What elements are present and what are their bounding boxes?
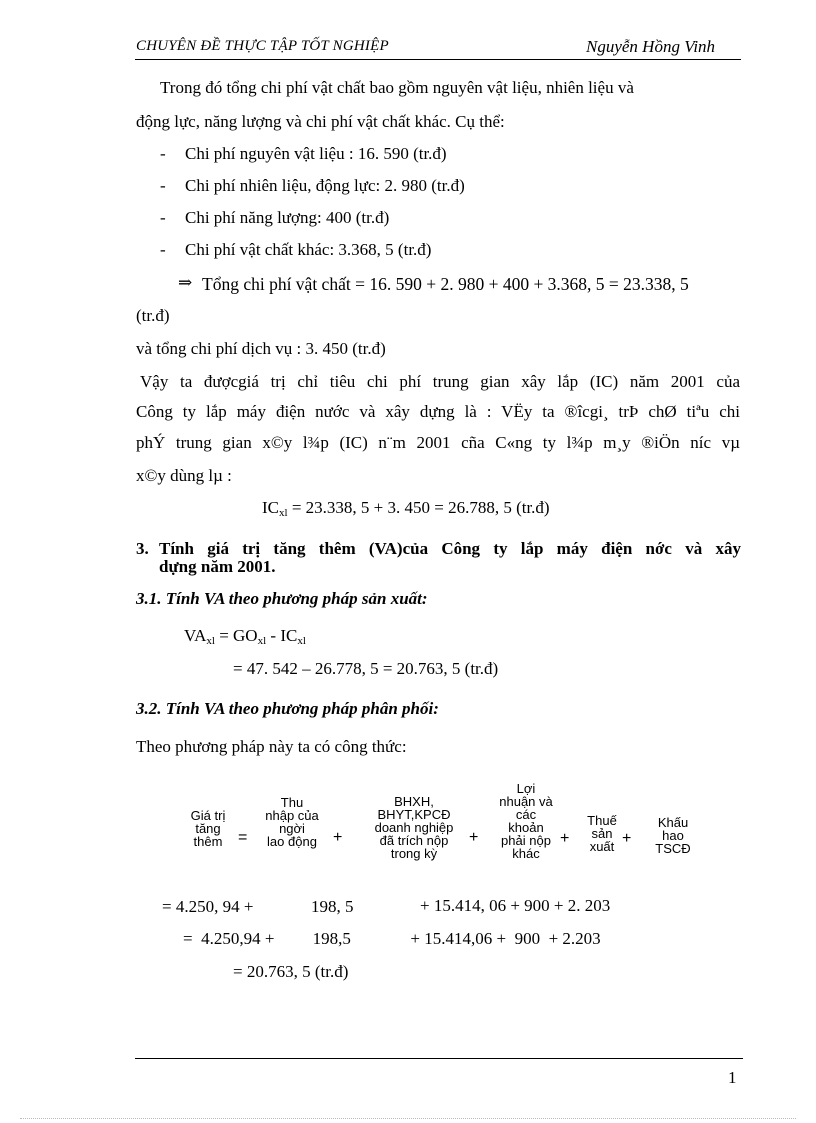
- list-dash: -: [160, 144, 166, 163]
- list-dash: -: [160, 240, 166, 259]
- ic-formula-rhs: = 23.338, 5 + 3. 450 = 26.788, 5 (tr.đ): [287, 498, 550, 517]
- list-item: Chi phí nhiên liệu, động lực: 2. 980 (tr.đ): [185, 176, 465, 195]
- formula-text: Thuế: [587, 813, 617, 828]
- formula-text: nhập của: [265, 808, 319, 823]
- formula-text: doanh nghiệp: [374, 820, 454, 835]
- go-symbol: GO: [233, 626, 258, 645]
- formula-text: thêm: [193, 834, 223, 849]
- service-cost-line: và tổng chi phí dịch vụ : 3. 450 (tr.đ): [136, 339, 386, 358]
- formula-text: xuất: [589, 839, 615, 854]
- formula-text: trong kỳ: [390, 846, 438, 861]
- go-subscript: xl: [257, 635, 267, 647]
- page-number: 1: [728, 1068, 737, 1087]
- va-equals: =: [214, 626, 234, 645]
- ic-symbol-2: IC: [280, 626, 298, 645]
- intro-line-2: động lực, năng lượng và chi phí vật chất khác. Cụ thể:: [136, 112, 505, 131]
- ic-subscript: xl: [279, 507, 288, 519]
- formula-text: Giá trị: [190, 808, 226, 823]
- formula-text: BHYT,KPCĐ: [377, 807, 451, 822]
- total-material-line: Tổng chi phí vật chất = 16. 590 + 2. 980 + 400 + 3.368, 5 = 23.338, 5: [202, 274, 689, 294]
- va-result: = 47. 542 – 26.778, 5 = 20.763, 5 (tr.đ): [233, 659, 499, 678]
- formula-plus: +: [560, 830, 570, 847]
- list-dash: -: [160, 176, 166, 195]
- formula-text: nhuận và: [499, 794, 553, 809]
- list-item: Chi phí nguyên vật liệu : 16. 590 (tr.đ): [185, 144, 447, 163]
- list-item: Chi phí năng lượng: 400 (tr.đ): [185, 208, 390, 227]
- calc-line-3: = 20.763, 5 (tr.đ): [233, 962, 349, 981]
- page-edge: [20, 1118, 796, 1119]
- formula-plus: +: [622, 830, 632, 847]
- formula-text: BHXH,: [394, 794, 434, 809]
- list-dash: -: [160, 208, 166, 227]
- ic-symbol: IC: [262, 498, 279, 517]
- formula-equals: =: [238, 829, 248, 846]
- ic-paragraph-line-4: x©y dùng lµ :: [136, 466, 232, 485]
- section-3-1-title: 3.1. Tính VA theo phương pháp sản xuất:: [136, 589, 428, 608]
- formula-text: Khấu: [657, 815, 689, 830]
- formula-labor-income: [254, 796, 330, 848]
- formula-text: phải nộp: [501, 833, 551, 848]
- formula-text: lao động: [267, 834, 317, 849]
- footer-rule: [135, 1058, 743, 1059]
- formula-insurance: [366, 795, 462, 860]
- header-title: CHUYÊN ĐỀ THỰC TẬP TỐT NGHIỆP: [136, 38, 389, 54]
- section-3-title-line-2: dựng năm 2001.: [159, 557, 276, 576]
- va-symbol: VA: [184, 626, 207, 645]
- ic-paragraph-line-3: phÝ trung gian x©y l¾p (IC) n¨m 2001 cña C«ng ty l¾p m¸y ®iÖn níc vµ: [136, 433, 740, 452]
- list-item: Chi phí vật chất khác: 3.368, 5 (tr.đ): [185, 240, 432, 259]
- calc-line-1a: = 4.250, 94 +: [162, 897, 254, 916]
- formula-value-added: [180, 809, 236, 848]
- va-minus: -: [266, 626, 281, 645]
- formula-depreciation: [646, 816, 700, 855]
- formula-production-tax: [581, 814, 623, 853]
- formula-text: khác: [512, 846, 540, 861]
- header-rule: [135, 59, 741, 60]
- formula-text: khoản: [508, 820, 544, 835]
- formula-text: sản: [591, 826, 613, 841]
- calc-line-2: = 4.250,94 + 198,5 + 15.414,06 + 900 + 2.203: [183, 929, 601, 948]
- ic-subscript-2: xl: [297, 635, 306, 647]
- section-3-2-title: 3.2. Tính VA theo phương pháp phân phối:: [136, 699, 439, 718]
- formula-text: Thu: [280, 795, 304, 810]
- formula-profit: [492, 782, 560, 860]
- formula-text: TSCĐ: [655, 841, 691, 856]
- calc-line-1b: 198, 5: [311, 897, 354, 916]
- total-material-unit: (tr.đ): [136, 306, 170, 325]
- formula-plus: +: [469, 829, 479, 846]
- formula-text: tăng: [195, 821, 221, 836]
- total-arrow: ⇒: [178, 273, 193, 292]
- ic-formula: [262, 498, 550, 519]
- ic-paragraph-line-2: Công ty lắp máy điện nước và xây dựng là : VËy ta ®îcgi¸ trÞ chØ tiªu chi: [136, 402, 740, 421]
- formula-text: ngời: [279, 821, 305, 836]
- header-author: Nguyễn Hồng Vinh: [586, 37, 716, 56]
- va-formula: [184, 626, 306, 647]
- formula-text: các: [515, 807, 537, 822]
- formula-plus: +: [333, 829, 343, 846]
- section-3-2-intro: Theo phương pháp này ta có công thức:: [136, 737, 407, 756]
- section-3-title-line-1: Tính giá trị tăng thêm (VA)của Công ty lắp máy điện nớc và xây: [159, 539, 741, 558]
- section-3-number: 3.: [136, 539, 149, 558]
- calc-line-1c: + 15.414, 06 + 900 + 2. 203: [420, 896, 611, 915]
- formula-text: Lợi: [516, 781, 536, 796]
- formula-text: đã trích nộp: [379, 833, 449, 848]
- intro-line-1: Trong đó tổng chi phí vật chất bao gồm nguyên vật liệu, nhiên liệu và: [160, 78, 634, 97]
- ic-paragraph-line-1: Vậy ta đượcgiá trị chỉ tiêu chi phí trung gian xây lắp (IC) năm 2001 của: [140, 372, 740, 391]
- formula-text: hao: [662, 828, 684, 843]
- va-subscript: xl: [206, 635, 215, 647]
